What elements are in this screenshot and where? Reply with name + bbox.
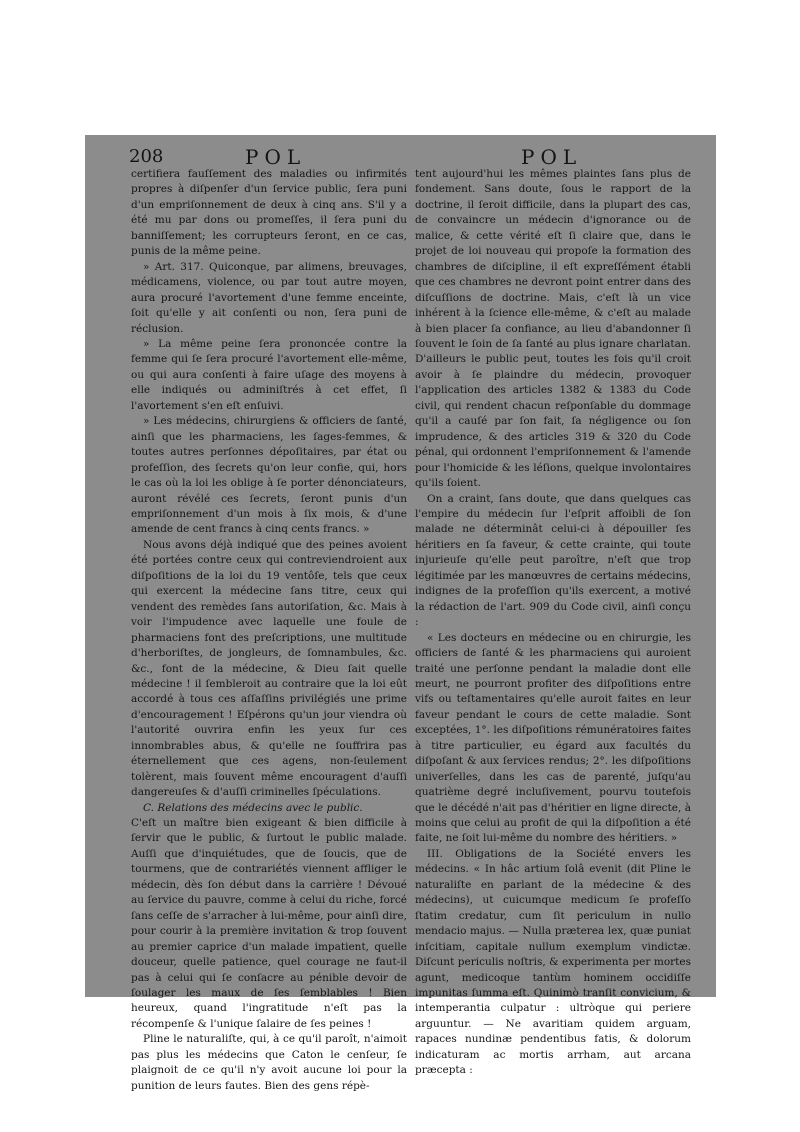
paragraph: » La même peine ſera prononcée contre la femme qui ſe ſera procuré l'avortement elle-même, ou qui aura conſenti à faire uſage des moyens à elle indiqués ou adminiſtrés à cet effet, ſi l'avortement s'en eſt enſuivi. xyxy=(131,337,407,412)
paragraph: Pline le naturaliſte, qui, à ce qu'il paroît, n'aimoit pas plus les médecins que Caton le cenſeur, ſe plaignoit de ce qu'il n'y avoit aucune loi pour la punition de leurs fautes. Bien des gens répè- xyxy=(131,1033,407,1092)
paragraph: tent aujourd'hui les mêmes plaintes ſans plus de fondement. Sans doute, ſous le rapport de la doctrine, il ſeroit difficile, dans la plupart des cas, de convaincre un médecin d'ignorance ou de malice, & cette vérité eſt ſi claire que, dans le projet de loi nouveau qui propoſe la formation des chambres de diſcipline, il eſt expreſſément établi que ces chambres ne devront point entrer dans des diſcuſſions de doctrine. Mais, c'eſt là un vice inhérent à la ſcience elle-même, & c'eſt au malade à bien placer ſa confiance, au lieu d'abandonner ſi ſouvent le ſoin de ſa ſanté au plus ignare charlatan. D'ailleurs le public peut, toutes les fois qu'il croit avoir à ſe plaindre du médecin, provoquer l'application des articles 1382 & 1383 du Code civil, qui rendent chacun reſponſable du dommage qu'il a cauſé par ſon fait, ſa négligence ou ſon imprudence, & des articles 319 & 320 du Code pénal, qui ordonnent l'empriſonnement & l'amende pour l'homicide & les léſions, quelque involontaires qu'ils ſoient. xyxy=(415,168,691,490)
right-text-column xyxy=(415,167,691,1079)
paragraph: Nous avons déjà indiqué que des peines avoient été portées contre ceux qui contreviendroient aux diſpoſitions de la loi du 19 ventôſe, tels que ceux qui exercent la médecine ſans titre, ceux qui vendent des remèdes ſans autoriſation, &c. Mais à voir l'impudence avec laquelle une foule de pharmaciens font des preſcriptions, une multitude d'herboriſtes, de jongleurs, de ſomnambules, &c. &c., font de la médecine, & Dieu ſait quelle médecine ! il ſembleroit au contraire que la loi eût accordé à tous ces aſſaſſins privilégiés une prime d'encouragement ! Eſpérons qu'un jour viendra où l'autorité ouvrira enfin les yeux ſur ces innombrables abus, & qu'elle ne ſouffrira pas éternellement que ces agens, non-ſeulement tolèrent, mais ſouvent même encouragent d'auſſi dangereuſes & d'auſſi criminelles ſpéculations. xyxy=(131,538,407,799)
book-page xyxy=(85,135,716,1092)
paragraph: « Les docteurs en médecine ou en chirurgie, les officiers de ſanté & les pharmaciens qui auroient traité une perſonne pendant la maladie dont elle meurt, ne pourront profiter des diſpoſitions entre vifs ou teſtamentaires qu'elle auroit faites en leur faveur pendant le cours de cette maladie. Sont exceptées, 1°. les diſpoſitions rémunératoires faites à titre particulier, eu égard aux facultés du diſpoſant & aux ſervices rendus; 2°. les diſpoſitions univerſelles, dans les cas de parenté, juſqu'au quatrième degré incluſivement, pourvu toutefois que le décédé n'ait pas d'héritier en ligne directe, à moins que celui au profit de qui la diſpoſition a été faite, ne ſoit lui-même du nombre des héritiers. » xyxy=(415,631,691,845)
running-title-left: POL xyxy=(245,145,307,169)
paragraph: C'eſt un maître bien exigeant & bien difficile à ſervir que le public, & ſurtout le public malade. Auſſi que d'inquiétudes, que de ſoucis, que de tourmens, que de contrariétés viennent affliger le médecin, dès ſon début dans la carrière ! Dévoué au ſervice du pauvre, comme à celui du riche, forcé ſans ceſſe de s'arracher à lui-même, pour ainſi dire, pour courir à la première invitation & trop ſouvent au premier caprice d'un malade impatient, quelle douceur, quelle patience, quel courage ne faut-il pas à celui qui ſe conſacre au pénible devoir de ſoulager les maux de ſes ſemblables ! Bien heureux, quand l'ingratitude n'eſt pas la récompenſe & l'unique ſalaire de ſes peines ! xyxy=(131,817,407,1030)
paragraph: III. Obligations de la Société envers les médecins. « In hâc artium ſolâ evenit (dit Pline le naturaliſte en parlant de la médecine & des médecins), ut cuicumque medicum ſe profeſſo ſtatim credatur, cum ſit periculum in nullo mendacio majus. — Nulla præterea lex, quæ puniat inſcitiam, capitale nullum exemplum vindictæ. Diſcunt periculis noſtris, & experimenta per mortes agunt, medicoque tantùm hominem occidiſſe impunitas ſumma eſt. Quinimò tranſit convicium, & intemperantia culpatur : ultròque qui periere arguuntur. — Ne avaritiam quidem arguam, rapaces nundinæ pendentibus fatis, & dolorum indicaturam ac mortis arrham, aut arcana præcepta : xyxy=(415,847,691,1077)
paragraph: C. Relations des médecins avec le public. xyxy=(143,801,363,814)
page-number: 208 xyxy=(129,146,164,167)
paragraph: On a craint, ſans doute, que dans quelques cas l'empire du médecin ſur l'eſprit affoibli de ſon malade ne déterminât celui-ci à dépouiller ſes héritiers en ſa faveur, & cette crainte, qui toute injurieuſe qu'elle peut paroître, n'eſt que trop légitimée par les manœuvres de certains médecins, indignes de la profeſſion qu'ils exercent, a motivé la rédaction de l'art. 909 du Code civil, ainſi conçu : xyxy=(415,492,691,629)
running-title-right: POL xyxy=(521,145,583,169)
paragraph: » Les médecins, chirurgiens & officiers de ſanté, ainſi que les pharmaciens, les ſages-femmes, & toutes autres perſonnes dépoſitaires, par état ou profeſſion, des ſecrets qu'on leur confie, qui, hors le cas où la loi les oblige à ſe porter dénonciateurs, auront révélé ces ſecrets, ſeront punis d'un empriſonnement d'un mois à ſix mois, & d'une amende de cent francs à cinq cents francs. » xyxy=(131,415,407,536)
left-text-column xyxy=(131,167,407,1094)
paragraph: » Art. 317. Quiconque, par alimens, breuvages, médicamens, violence, ou par tout autre moyen, aura procuré l'avortement d'une femme enceinte, ſoit qu'elle y ait conſenti ou non, ſera puni de réclusion. xyxy=(131,260,407,335)
paragraph: certifiera fauſſement des maladies ou infirmités propres à diſpenſer d'un ſervice public, ſera puni d'un empriſonnement de deux à cinq ans. S'il y a été mu par dons ou promeſſes, il ſera puni du banniſſement; les corrupteurs ſeront, en ce cas, punis de la même peine. xyxy=(131,168,407,258)
